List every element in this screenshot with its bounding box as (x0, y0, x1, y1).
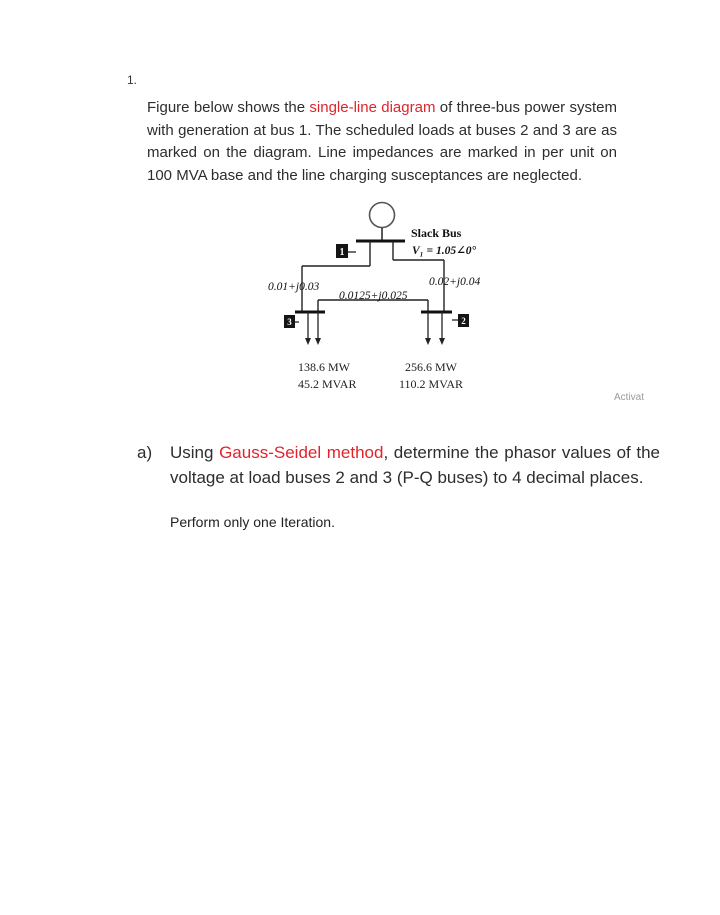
intro-text-2: of three-bus power system with generation at bus 1. The scheduled loads at buses 2 and 3 are as marked on the diagram. Line impedances are marked in per unit on 100 MVA base and the line charging susceptances are neglected. (147, 99, 617, 184)
load-bus-3-mvar: 45.2 MVAR (298, 377, 357, 391)
load-arrow-head (425, 338, 431, 345)
intro-highlight: single-line diagram (309, 99, 436, 116)
question-a-text-1: Using (170, 443, 220, 462)
slack-bus-label: Slack Bus (411, 226, 462, 240)
intro-text-1: Figure below shows the (147, 99, 310, 116)
slack-voltage-label: V₁ = 1.05∠0° (412, 245, 477, 257)
generator-symbol (370, 203, 395, 228)
question-a-label: a) (137, 443, 153, 462)
activation-watermark: Activat (614, 392, 645, 403)
load-bus-3-mw: 138.6 MW (298, 360, 350, 374)
load-bus-2-mvar: 110.2 MVAR (399, 377, 464, 391)
load-arrow-head (439, 338, 445, 345)
load-arrow-head (305, 338, 311, 345)
bus-1-number: 1 (339, 247, 345, 258)
impedance-1-2-label: 0.02+j0.04 (429, 276, 481, 288)
load-arrow-head (315, 338, 321, 345)
impedance-2-3-label: 0.0125+j0.025 (339, 290, 408, 302)
question-number: 1. (127, 73, 138, 87)
iteration-note: Perform only one Iteration. (170, 514, 335, 530)
bus-2-number: 2 (461, 316, 466, 326)
question-a-text-2: , determine the phasor values of the voltage at load buses 2 and 3 (P-Q buses) to 4 decimal places. (170, 443, 660, 487)
bus-3-number: 3 (287, 317, 292, 327)
question-a-highlight: Gauss-Seidel method (219, 443, 384, 462)
impedance-1-3-label: 0.01+j0.03 (268, 281, 320, 293)
question-a-text (170, 440, 660, 490)
load-bus-2-mw: 256.6 MW (405, 360, 457, 374)
